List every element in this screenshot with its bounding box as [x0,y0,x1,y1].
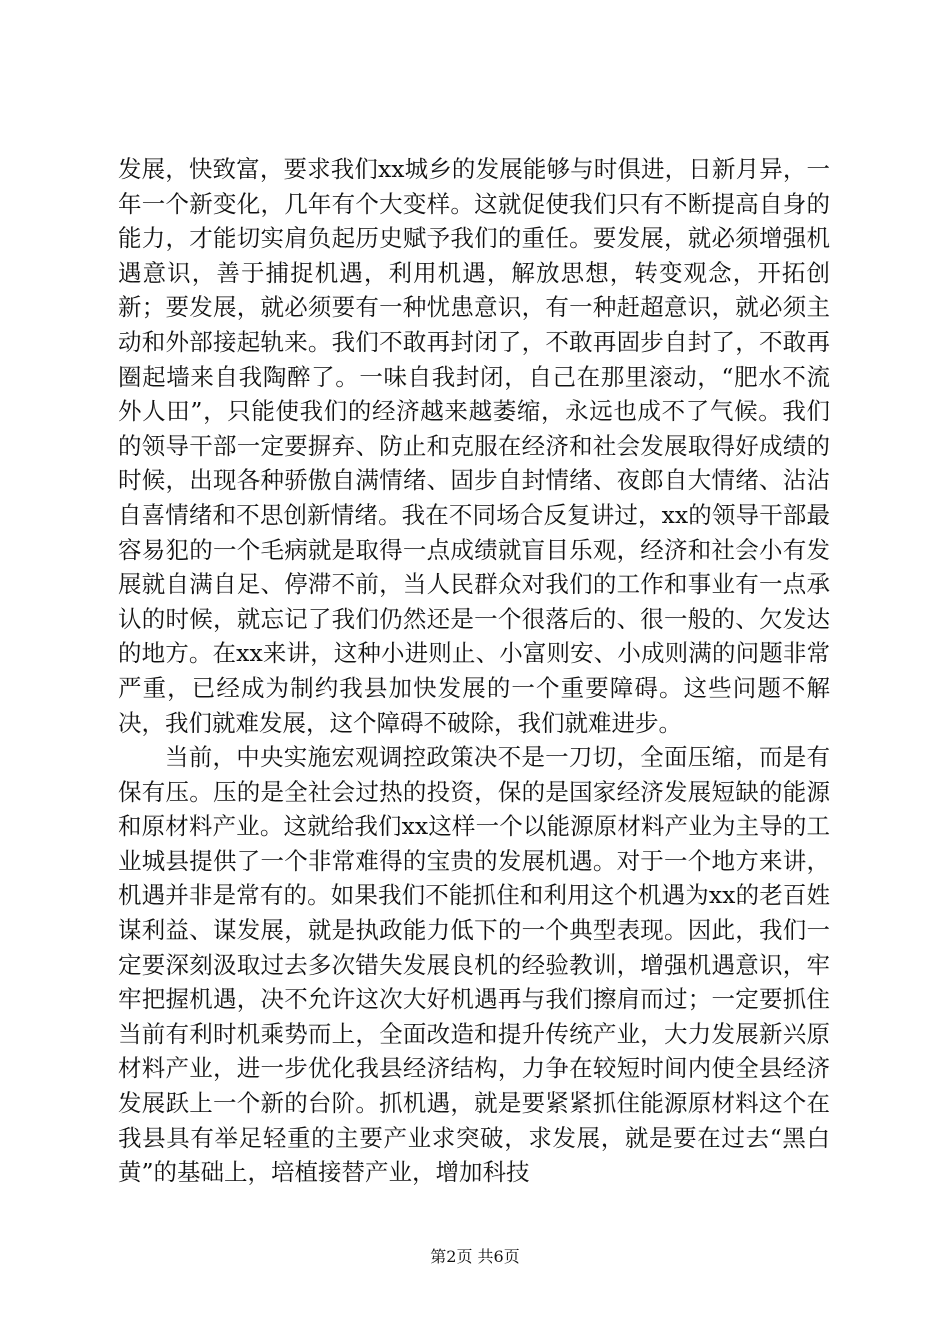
body-text [118,152,830,1190]
paragraph-2: 当前，中央实施宏观调控政策决不是一刀切，全面压缩，而是有保有压。压的是全社会过热的投资，保的是国家经济发展短缺的能源和原材料产业。这就给我们xx这样一个以能源原材料产业为主导的工业城县提供了一个非常难得的宝贵的发展机遇。对于一个地方来讲，机遇并非是常有的。如果我们不能抓住和利用这个机遇为xx的老百姓谋利益、谋发展，就是执政能力低下的一个典型表现。因此，我们一定要深刻汲取过去多次错失发展良机的经验教训，增强机遇意识，牢牢把握机遇，决不允许这次大好机遇再与我们擦肩而过；一定要抓住当前有利时机乘势而上，全面改造和提升传统产业，大力发展新兴原材料产业，进一步优化我县经济结构，力争在较短时间内使全县经济发展跃上一个新的台阶。抓机遇，就是要紧紧抓住能源原材料这个在我县具有举足轻重的主要产业求突破，求发展，就是要在过去“黑白黄”的基础上，培植接替产业，增加科技 [118,743,830,1187]
paragraph-1: 发展，快致富，要求我们xx城乡的发展能够与时俱进，日新月异，一年一个新变化，几年有个大变样。这就促使我们只有不断提高自身的能力，才能切实肩负起历史赋予我们的重任。要发展，就必须增强机遇意识，善于捕捉机遇，利用机遇，解放思想，转变观念，开拓创新；要发展，就必须要有一种忧患意识，有一种赶超意识，就必须主动和外部接起轨来。我们不敢再封闭了，不敢再固步自封了，不敢再圈起墙来自我陶醉了。一味自我封闭，自己在那里滚动，“肥水不流外人田”，只能使我们的经济越来越萎缩，永远也成不了气候。我们的领导干部一定要摒弃、防止和克服在经济和社会发展取得好成绩的时候，出现各种骄傲自满情绪、固步自封情绪、夜郎自大情绪、沾沾自喜情绪和不思创新情绪。我在不同场合反复讲过，xx的领导干部最容易犯的一个毛病就是取得一点成绩就盲目乐观，经济和社会小有发展就自满自足、停滞不前，当人民群众对我们的工作和事业有一点承认的时候，就忘记了我们仍然还是一个很落后的、很一般的、欠发达的地方。在xx来讲，这种小进则止、小富则安、小成则满的问题非常严重，已经成为制约我县加快发展的一个重要障碍。这些问题不解决，我们就难发展，这个障碍不破除，我们就难进步。 [118,155,830,737]
page-footer: 第2页 共6页 [430,1247,520,1266]
